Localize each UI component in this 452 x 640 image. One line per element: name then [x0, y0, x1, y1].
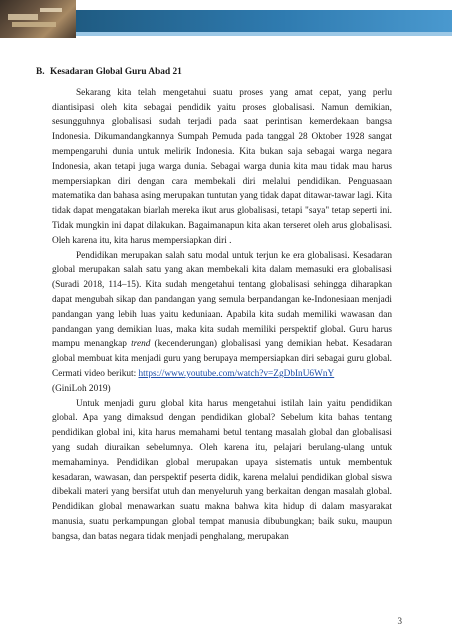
- paragraph-2: [36, 249, 392, 382]
- header-books-image: [0, 0, 76, 38]
- section-heading: [36, 65, 392, 80]
- paragraph-2-continued: (kecenderungan) globalisasi yang demikian hebat. Kesadaran global membuat kita menjadi guru yang berupaya mempersiapkan diri sebagai guru global. Cermati video berikut:: [52, 339, 392, 379]
- citation: (GiniLoh 2019): [52, 383, 111, 394]
- trend-term: trend: [131, 339, 151, 350]
- paragraph-1: Sekarang kita telah mengetahui suatu proses yang amat cepat, yang perlu diantisipasi oleh kita sebagai pendidik yaitu proses globalisasi. Namun demikian, sesungguhnya globalisasi sudah terjadi pada saat perintisan kemerdekaan bangsa Indonesia. Dikumandangkannya Sumpah Pemuda pada tanggal 28 Oktober 1928 sangat mempengaruhi dunia untuk melirik Indonesia. Kita bukan saja sebagai warga negara Indonesia, akan tetapi juga warga dunia. Sebagai warga dunia kita mau tidak mau harus mempersiapkan diri dengan cara membekali diri melalui pendidikan. Penguasaan matematika dan bahasa asing merupakan tuntutan yang tidak dapat ditawar-tawar lagi. Kita tidak dapat mengatakan biarlah mereka ikut arus globalisasi, tetapi "saya" tetap seperti ini. Tidak mungkin ini dapat dilakukan. Bagaimanapun kita akan terseret oleh arus globalisasi. Oleh karena itu, kita harus mempersiapkan diri .: [52, 87, 392, 246]
- document-body: [36, 65, 392, 545]
- section-title: Kesadaran Global Guru Abad 21: [50, 67, 182, 77]
- paragraph-2-text: Pendidikan merupakan salah satu modal untuk terjun ke era globalisasi. Kesadaran global merupakan salah satu yang akan membekali kita dalam memasuki era globalisasi (Suradi 2018, 114–15). Kita sudah mengetahui tentang globalisasi sehingga diharapkan dapat mengubah sikap dan pandangan yang semula berpandangan ke-Indonesiaan menjadi pandangan yang lebih luas yaitu keduniaan. Apabila kita sudah memiliki wawasan dan pandangan yang demikian luas, maka kita sudah memiliki perspektif global. Guru harus mampu menangkap: [52, 250, 392, 350]
- video-link[interactable]: https://www.youtube.com/watch?v=ZgDbInU6WnY: [138, 368, 335, 379]
- section-number: B.: [36, 67, 45, 77]
- paragraph-3: Untuk menjadi guru global kita harus mengetahui istilah lain yaitu pendidikan global. Apa yang dimaksud dengan pendidikan global? Sebelum kita bahas tentang pendidikan global ini, kita harus memahami betul tentang masalah global dan globalisasi yang sudah diuraikan sebelumnya. Oleh karena itu, pelajari berulang-ulang untuk memahaminya. Pendidikan global merupakan upaya sistematis untuk membentuk kesadaran, wawasan, dan perspektif peserta didik, karena melalui pendidikan global siswa dibekali materi yang bersifat utuh dan menyeluruh yang berkaitan dengan masalah global. Pendidikan global menawarkan suatu makna bahwa kita hidup di dalam masyarakat manusia, suatu perkampungan global tempat manusia dibubungkan; baik suku, maupun bangsa, dan batas negara tidak menjadi penghalang, merupakan: [52, 398, 392, 542]
- header-band: [76, 10, 452, 32]
- page-number: 3: [397, 616, 402, 626]
